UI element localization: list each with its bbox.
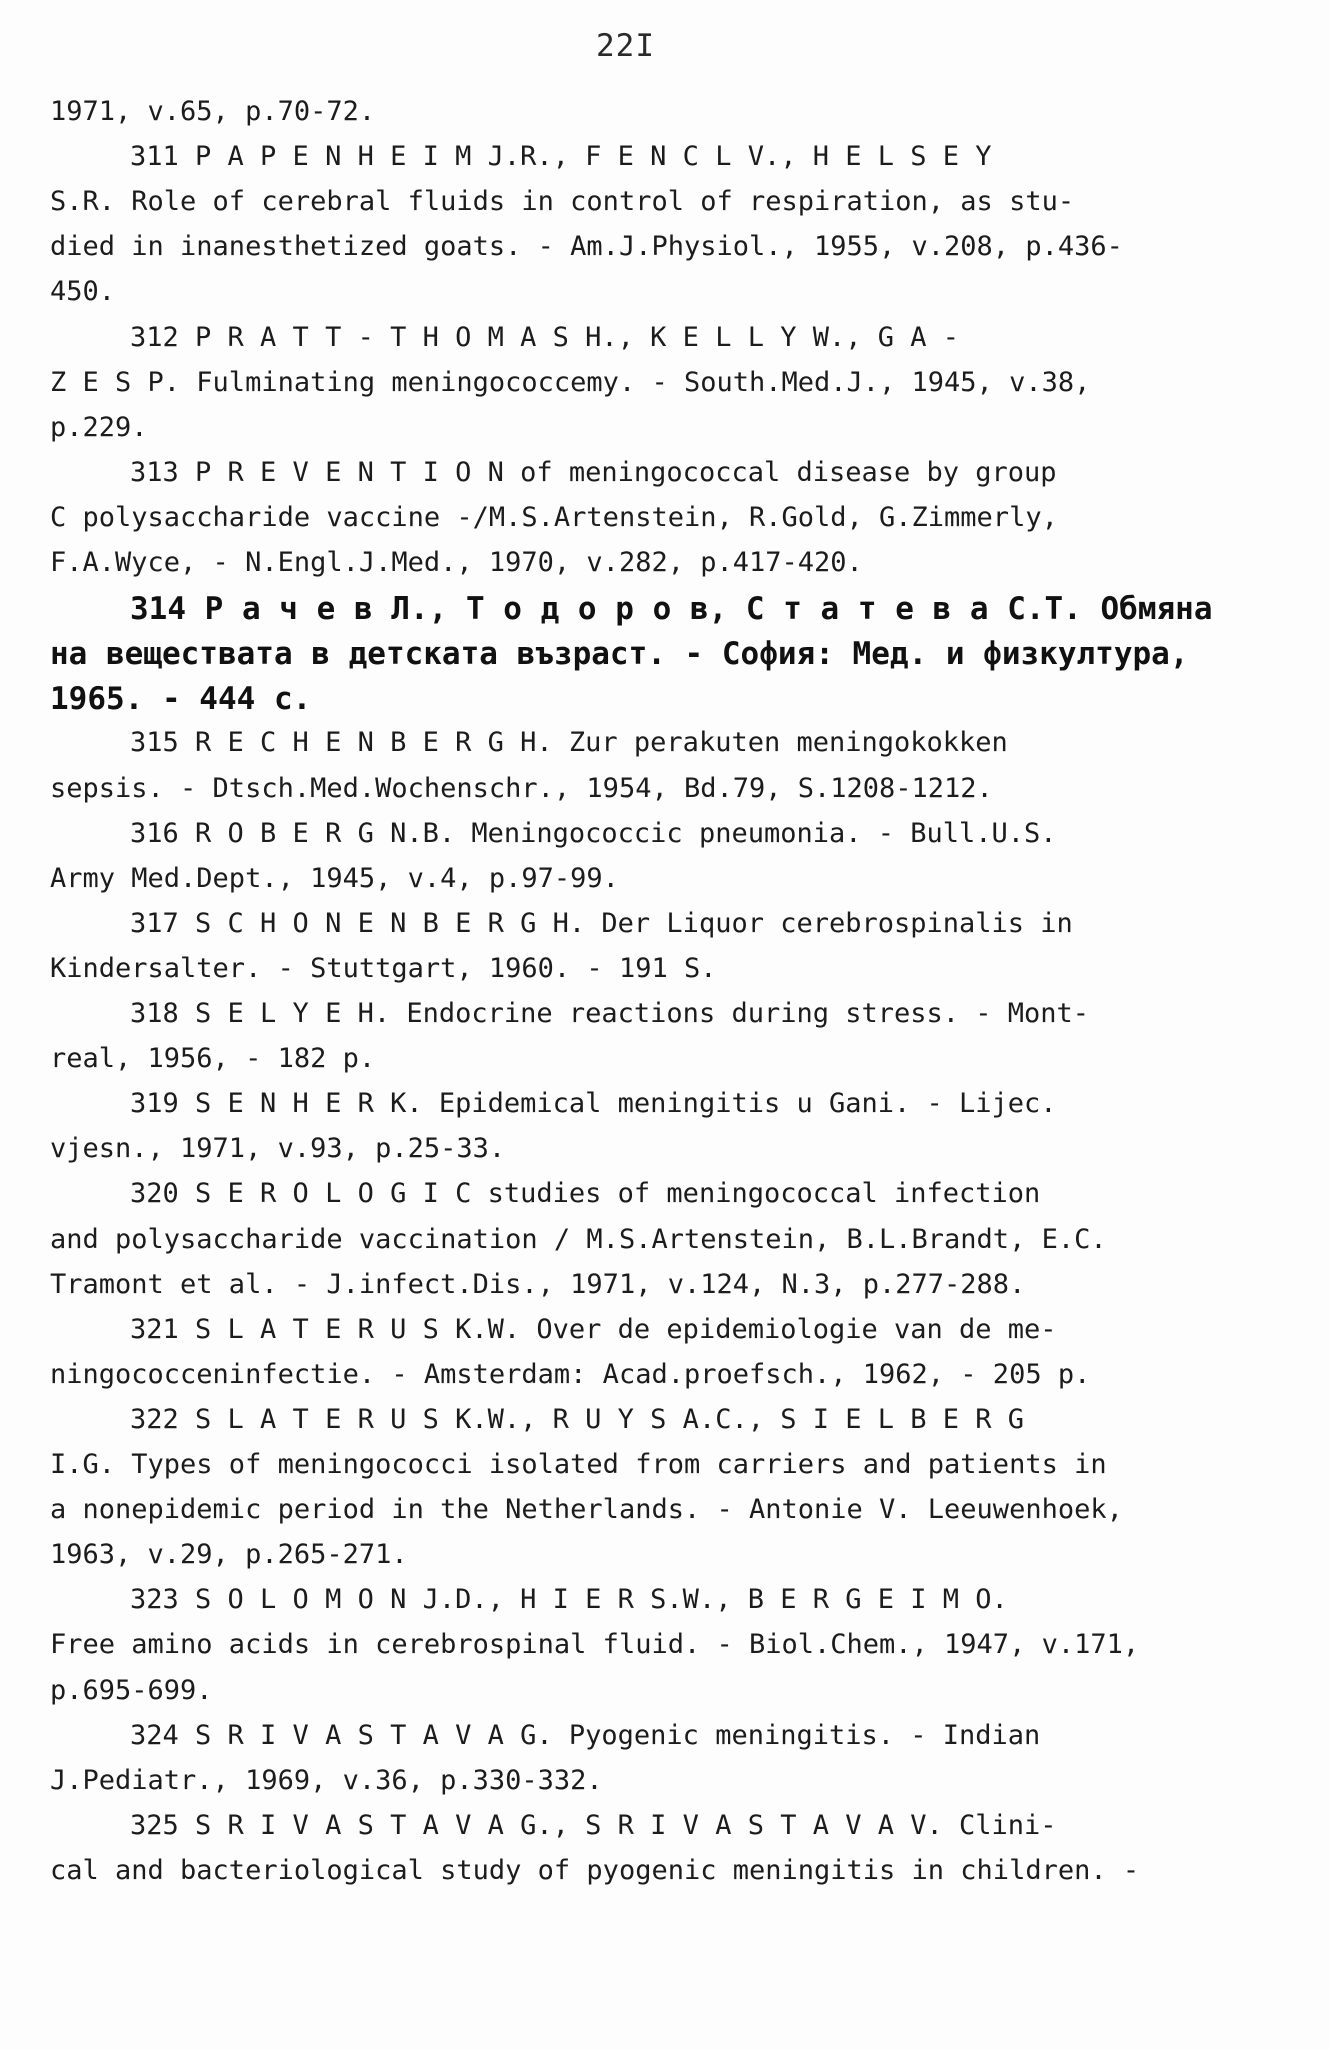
text-line: vjesn., 1971, v.93, p.25-33. [50, 1133, 506, 1165]
text-line: J.Pediatr., 1969, v.36, p.330-332. [50, 1764, 603, 1796]
text-line: 323 S O L O M O N J.D., H I E R S.W., B E R G E I M O. [130, 1584, 1008, 1616]
text-line: S.R. Role of cerebral fluids in control of respiration, as stu- [50, 186, 1075, 218]
text-line: Army Med.Dept., 1945, v.4, p.97-99. [50, 862, 619, 894]
text-line: ningococceninfectie. - Amsterdam: Acad.proefsch., 1962, - 205 p. [50, 1358, 1091, 1390]
text-line: 319 S E N H E R K. Epidemical meningitis u Gani. - Lijec. [130, 1088, 1057, 1120]
text-line: 312 P R A T T - T H O M A S H., K E L L Y W., G A - [130, 321, 960, 353]
text-line: 322 S L A T E R U S K.W., R U Y S A.C., S I E L B E R G [130, 1403, 1025, 1435]
text-line: a nonepidemic period in the Netherlands. - Antonie V. Leeuwenhoek, [50, 1494, 1123, 1526]
text-line: Z E S P. Fulminating meningococcemy. - South.Med.J., 1945, v.38, [50, 366, 1091, 398]
text-line: F.A.Wyce, - N.Engl.J.Med., 1970, v.282, p.417-420. [50, 547, 863, 578]
text-line: p.695-699. [50, 1674, 213, 1706]
text-line: C polysaccharide vaccine -/M.S.Artenstein, R.Gold, G.Zimmerly, [50, 501, 1058, 533]
text-line: 317 S C H O N E N B E R G H. Der Liquor cerebrospinalis in [130, 907, 1073, 939]
text-line: 311 P A P E N H E I M J.R., F E N C L V., H E L S E Y [130, 141, 992, 173]
text-line: 325 S R I V A S T A V A G., S R I V A S T A V A V. Clini- [130, 1809, 1057, 1841]
text-line: 324 S R I V A S T A V A G. Pyogenic meningitis. - Indian [130, 1719, 1041, 1751]
text-line: Kindersalter. - Stuttgart, 1960. - 191 S. [50, 952, 717, 984]
text-line: Tramont et al. - J.infect.Dis., 1971, v.124, N.3, p.277-288. [50, 1268, 1026, 1300]
text-line: 318 S E L Y E H. Endocrine reactions during stress. - Mont- [130, 998, 1090, 1029]
text-line: 314 Р а ч е в Л., Т о д о р о в, С т а т е в а С.Т. Обмяна [130, 591, 1213, 628]
text-line: 1971, v.65, p.70-72. [50, 96, 376, 127]
text-line: died in inanesthetized goats. - Am.J.Physiol., 1955, v.208, p.436- [50, 231, 1123, 263]
text-line: I.G. Types of meningococci isolated from carriers and patients in [50, 1449, 1107, 1480]
text-line: p.229. [50, 411, 148, 443]
text-line: cal and bacteriological study of pyogenic meningitis in children. - [50, 1854, 1140, 1886]
text-line: 320 S E R O L O G I C studies of meningococcal infection [130, 1178, 1041, 1210]
text-line: sepsis. - Dtsch.Med.Wochenschr., 1954, Bd.79, S.1208-1212. [50, 772, 993, 804]
text-line: 1965. - 444 с. [50, 681, 312, 718]
text-line: Free amino acids in cerebrospinal fluid. - Biol.Chem., 1947, v.171, [50, 1629, 1140, 1661]
text-line: 313 P R E V E N T I O N of meningococcal disease by group [130, 456, 1057, 488]
text-line: на веществата в детската възраст. - София: Мед. и физкултура, [50, 636, 1189, 673]
page-number: 22I [596, 28, 655, 64]
text-line: 321 S L A T E R U S K.W. Over de epidemiologie van de me- [130, 1313, 1057, 1345]
text-line: 316 R O B E R G N.B. Meningococcic pneumonia. - Bull.U.S. [130, 817, 1057, 849]
text-line: and polysaccharide vaccination / M.S.Artenstein, B.L.Brandt, E.C. [50, 1223, 1107, 1255]
text-line: 1963, v.29, p.265-271. [50, 1539, 408, 1571]
text-line: 450. [50, 276, 116, 308]
text-line: 315 R E C H E N B E R G H. Zur perakuten meningokokken [130, 727, 1008, 759]
text-line: real, 1956, - 182 p. [50, 1043, 376, 1075]
